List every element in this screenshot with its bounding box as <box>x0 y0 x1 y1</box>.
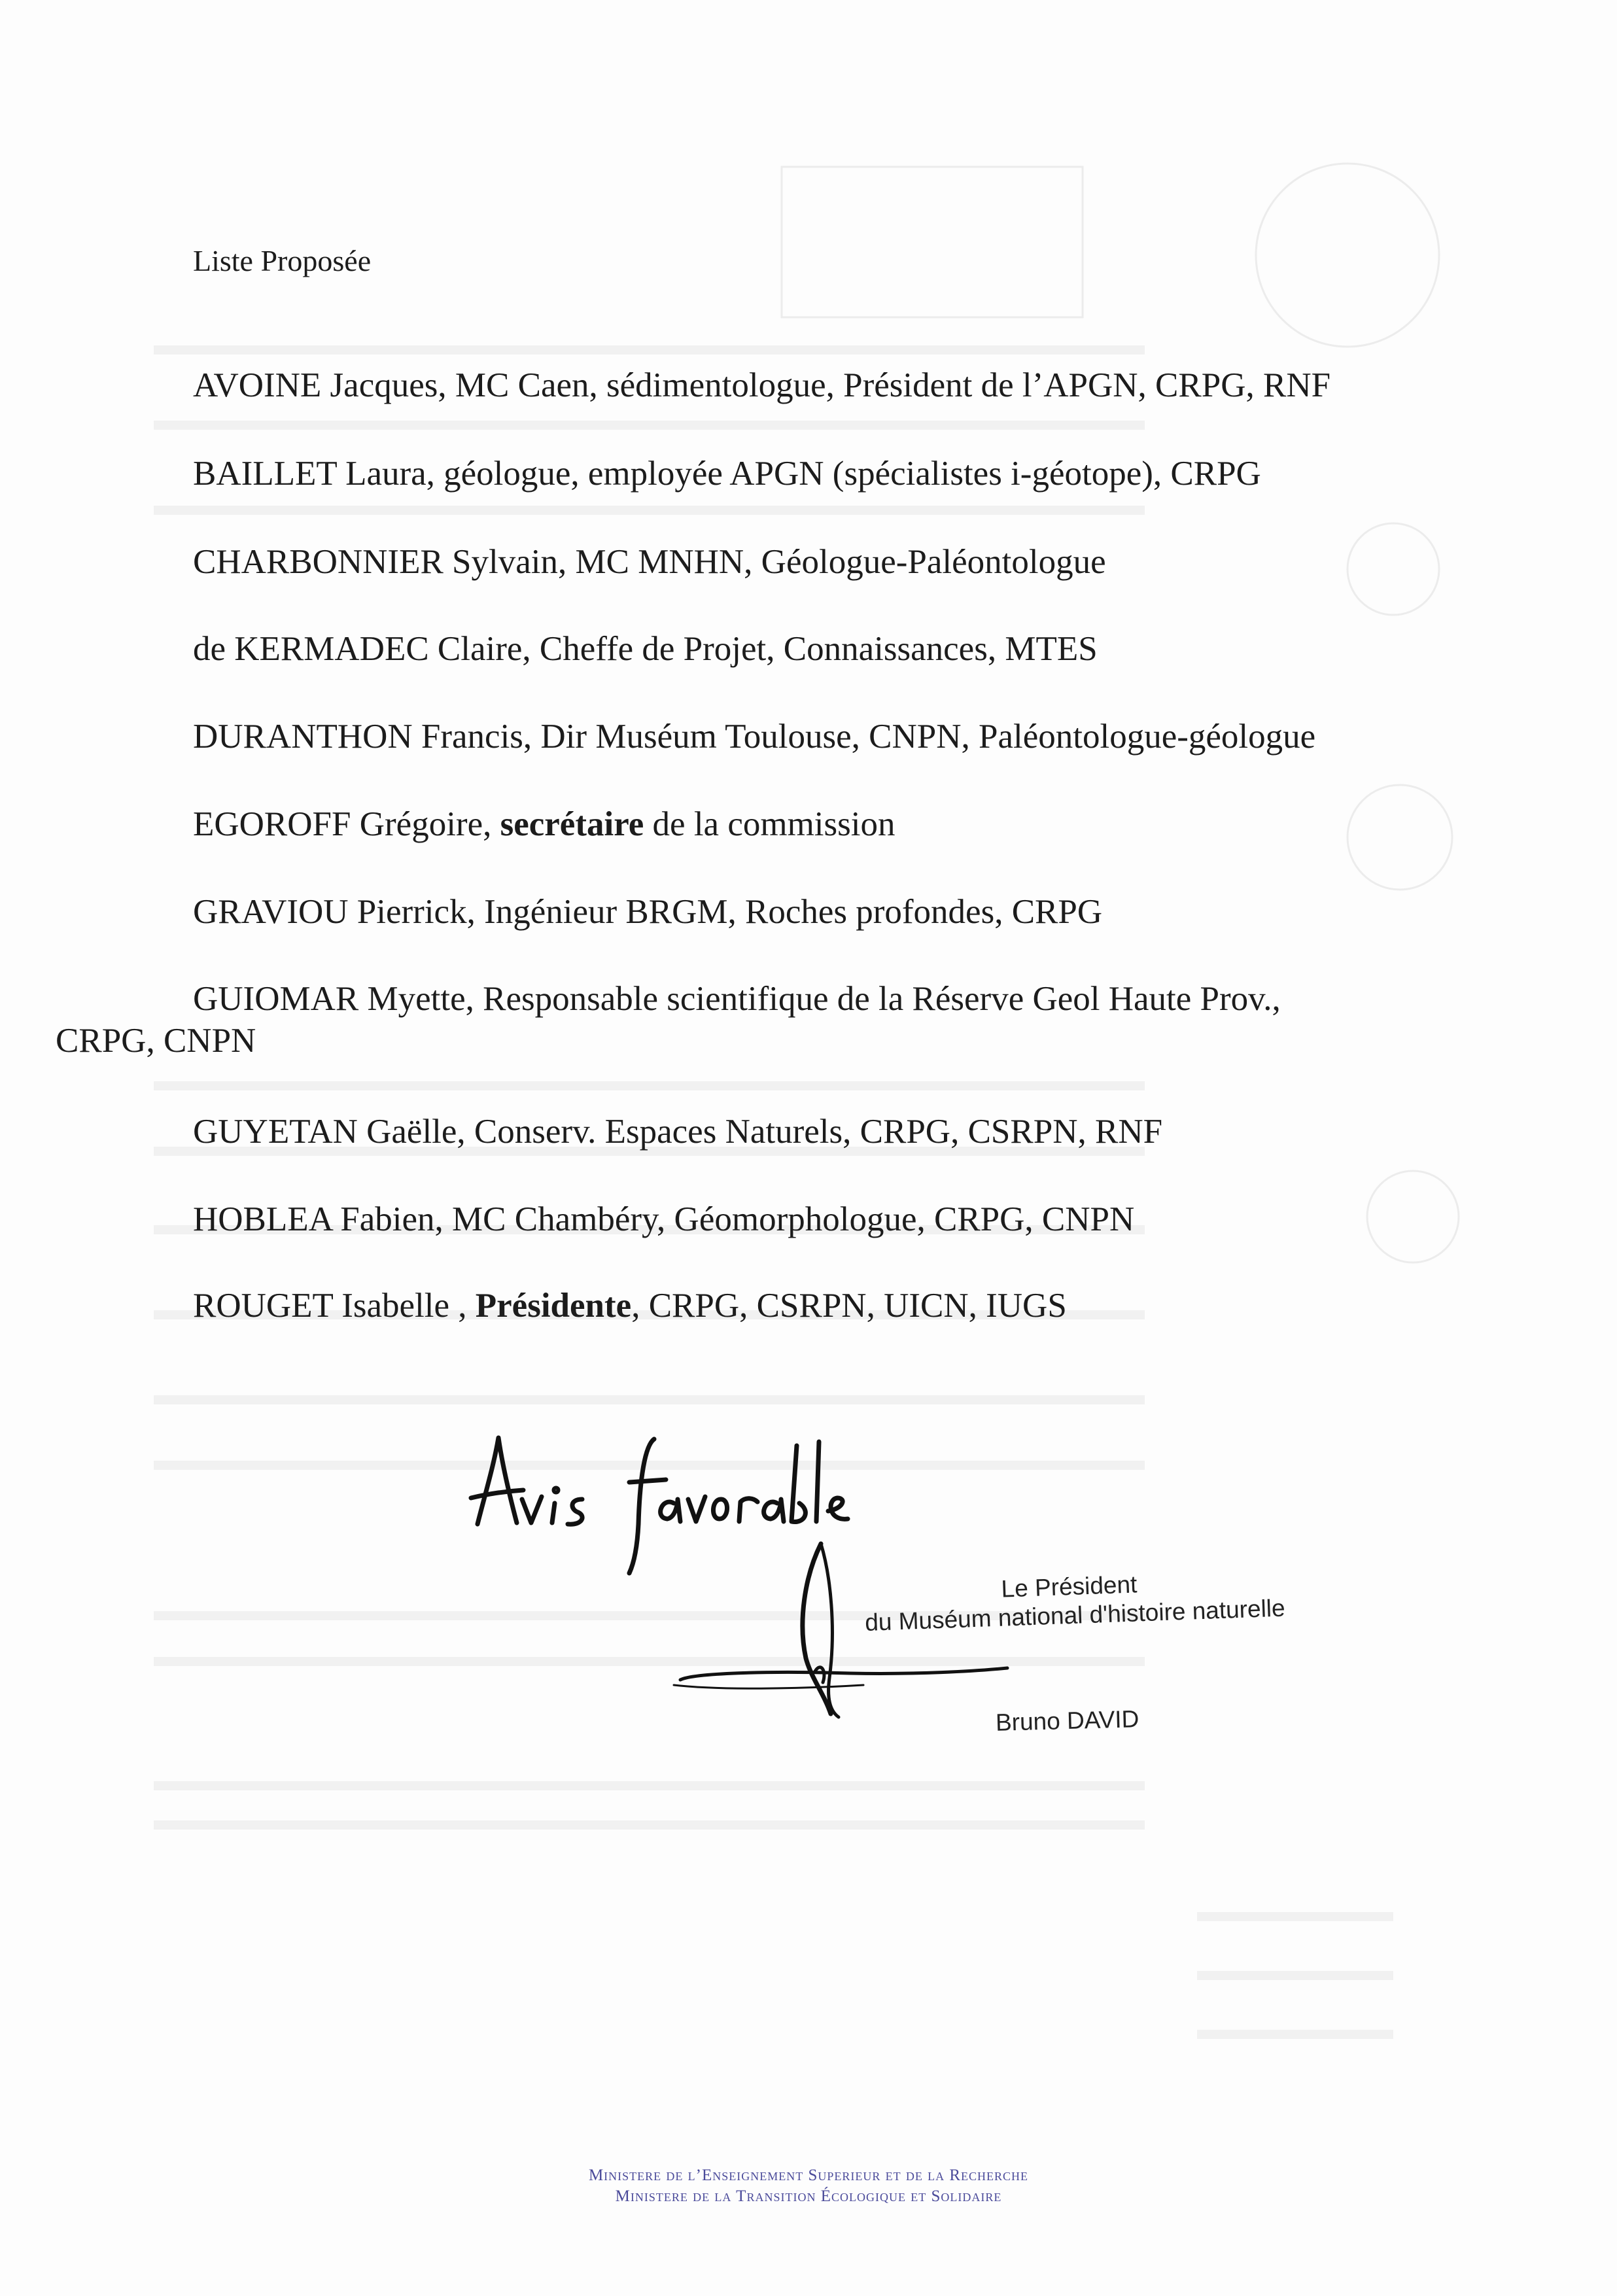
footer-line-1: Ministere de l’Enseignement Superieur et de la Recherche <box>588 2166 1029 2184</box>
list-item-continuation: CRPG, CNPN <box>56 1022 256 1060</box>
list-item: CHARBONNIER Sylvain, MC MNHN, Géologue-Paléontologue <box>193 543 1106 581</box>
list-item <box>193 802 895 846</box>
list-item <box>56 978 1521 1062</box>
list-item-text: , CRPG, CSRPN, UICN, IUGS <box>631 1287 1067 1325</box>
role-secretaire: secrétaire <box>500 805 644 843</box>
ministry-footer <box>0 2165 1617 2207</box>
list-item: BAILLET Laura, géologue, employée APGN (spécialistes i-géotope), CRPG <box>193 455 1261 493</box>
signatory-title-line2: du Muséum national d'histoire naturelle <box>864 1594 1286 1636</box>
list-item-text: GUIOMAR Myette, Responsable scientifique de la Réserve Geol Haute Prov., <box>193 980 1281 1018</box>
list-item: GRAVIOU Pierrick, Ingénieur BRGM, Roches profondes, CRPG <box>193 893 1103 931</box>
list-item: AVOINE Jacques, MC Caen, sédimentologue, Président de l’APGN, CRPG, RNF <box>193 366 1331 404</box>
signatory-name: Bruno DAVID <box>995 1705 1139 1736</box>
role-presidente: Présidente <box>475 1287 632 1325</box>
list-heading: Liste Proposée <box>193 244 372 277</box>
list-item: de KERMADEC Claire, Cheffe de Projet, Connaissances, MTES <box>193 630 1098 668</box>
list-item-text: ROUGET Isabelle , <box>193 1287 476 1325</box>
list-item: DURANTHON Francis, Dir Muséum Toulouse, CNPN, Paléontologue-géologue <box>193 718 1316 756</box>
list-item-text: de la commission <box>644 805 895 843</box>
list-item-text: EGOROFF Grégoire, <box>193 805 500 843</box>
list-item: GUYETAN Gaëlle, Conserv. Espaces Naturels, CRPG, CSRPN, RNF <box>193 1113 1163 1151</box>
list-item <box>193 1283 1067 1328</box>
footer-line-2: Ministere de la Transition Écologique et Solidaire <box>615 2187 1002 2205</box>
list-item: HOBLEA Fabien, MC Chambéry, Géomorphologue, CRPG, CNPN <box>193 1200 1135 1238</box>
signatory-title-line1: Le Président <box>1000 1571 1138 1603</box>
signature-mark <box>667 1537 1020 1733</box>
